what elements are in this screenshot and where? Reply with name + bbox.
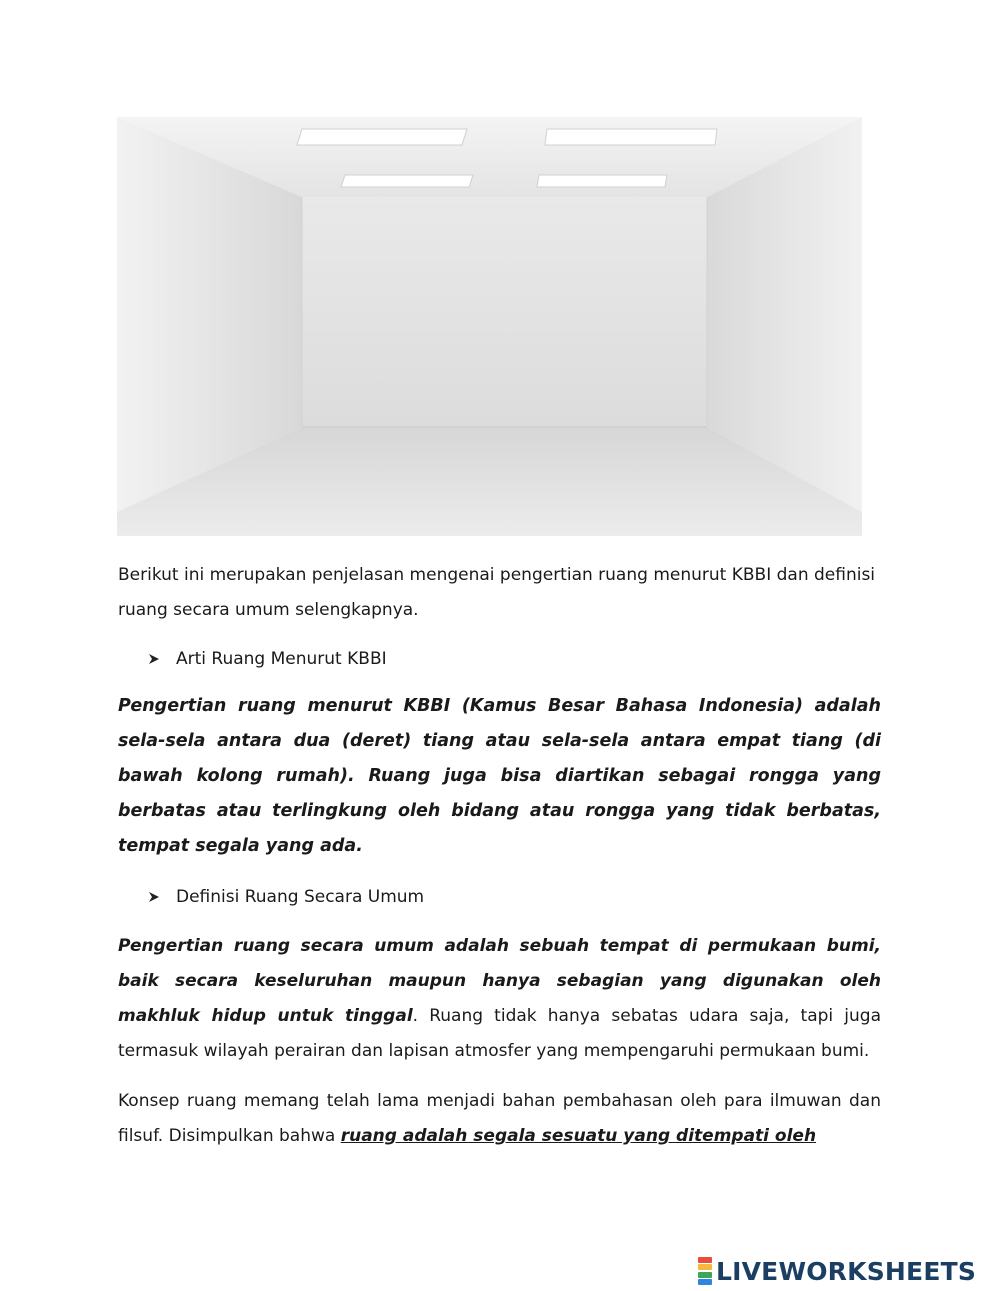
- logo-text: LIVEWORKSHEETS: [716, 1256, 977, 1286]
- intro-line-2: ruang secara umum selengkapnya.: [118, 600, 419, 620]
- bullet-general: [148, 882, 424, 912]
- bullet-kbbi-label: Arti Ruang Menurut KBBI: [176, 649, 387, 669]
- bullet-kbbi: [148, 644, 387, 674]
- arrow-bullet-icon: [148, 653, 160, 665]
- liveworksheets-logo: [698, 1255, 976, 1287]
- arrow-bullet-icon: [148, 891, 160, 903]
- concept-text: Konsep ruang memang telah lama menjadi bahan pembahasan oleh para ilmuwan dan filsuf. Disimpulkan bahwa: [118, 1091, 881, 1146]
- intro-paragraph: [118, 558, 881, 628]
- concept-underlined: ruang adalah segala sesuatu yang ditempati oleh: [340, 1126, 817, 1146]
- kbbi-definition: Pengertian ruang menurut KBBI (Kamus Besar Bahasa Indonesia) adalah sela-sela antara dua (deret) tiang atau sela-sela antara empat tiang (di bawah kolong rumah). Ruang juga bisa diartikan sebagai rongga yang berbatas atau terlingkung oleh bidang atau rongga yang tidak berbatas, tempat segala yang ada.: [118, 696, 881, 856]
- general-definition-bold: Pengertian ruang secara umum adalah sebuah tempat di permukaan bumi, baik secara keseluruhan maupun hanya sebagian yang digunakan oleh makhluk hidup untuk tinggal: [118, 936, 881, 1026]
- concept-paragraph: [118, 1084, 881, 1154]
- bullet-general-label: Definisi Ruang Secara Umum: [176, 887, 425, 907]
- intro-line-1: Berikut ini merupakan penjelasan mengenai pengertian ruang menurut KBBI dan definisi: [118, 565, 876, 585]
- general-definition-rest: . Ruang tidak hanya sebatas udara saja, tapi juga termasuk wilayah perairan dan lapisan atmosfer yang mempengaruhi permukaan bumi.: [118, 1006, 881, 1061]
- room-image: [117, 117, 862, 536]
- logo-mark-icon: [698, 1257, 712, 1285]
- general-definition: [118, 929, 881, 1069]
